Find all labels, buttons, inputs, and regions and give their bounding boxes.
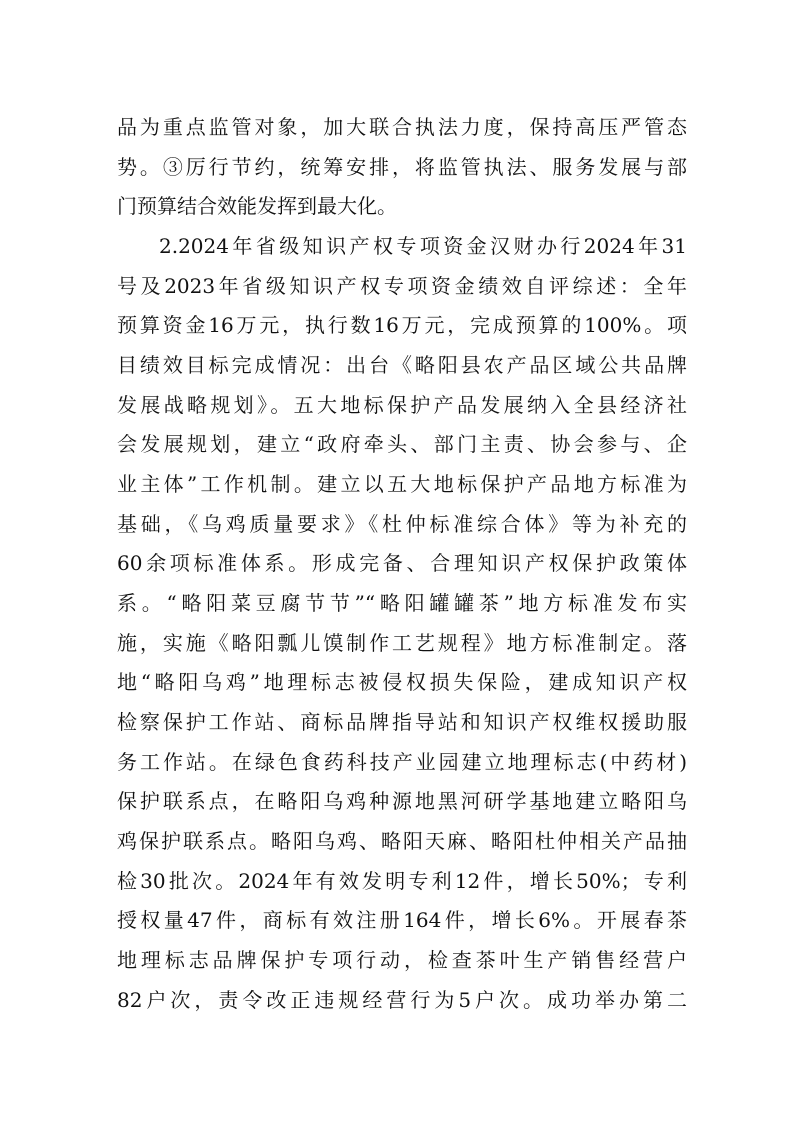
text-line-9: 会发展规划，建立“政府牵头、部门主责、协会参与、企 bbox=[117, 432, 687, 456]
text-line-2: 势。③厉行节约，统筹安排，将监管执法、服务发展与部 bbox=[117, 155, 687, 179]
paragraph-2-line-1: 2.2024年省级知识产权专项资金汉财办行2024年31 bbox=[159, 234, 687, 258]
text-line-11: 基础，《乌鸡质量要求》《杜仲标准综合体》等为补充的 bbox=[117, 512, 687, 536]
text-line-21: 授权量47件，商标有效注册164件，增长6%。开展春茶 bbox=[117, 908, 687, 932]
text-line-20: 检30批次。2024年有效发明专利12件，增长50%；专利 bbox=[117, 869, 687, 893]
text-line-10: 业主体”工作机制。建立以五大地标保护产品地方标准为 bbox=[117, 472, 687, 496]
text-line-14: 施，实施《略阳瓢儿馍制作工艺规程》地方标准制定。落 bbox=[117, 631, 687, 655]
text-line-15: 地“略阳乌鸡”地理标志被侵权损失保险，建成知识产权 bbox=[117, 670, 687, 694]
text-line-6: 预算资金16万元，执行数16万元，完成预算的100%。项 bbox=[117, 313, 687, 337]
text-line-16: 检察保护工作站、商标品牌指导站和知识产权维权援助服 bbox=[117, 710, 687, 734]
text-line-19: 鸡保护联系点。略阳乌鸡、略阳天麻、略阳杜仲相关产品抽 bbox=[117, 829, 687, 853]
text-line-18: 保护联系点，在略阳乌鸡种源地黑河研学基地建立略阳乌 bbox=[117, 789, 687, 813]
text-line-8: 发展战略规划》。五大地标保护产品发展纳入全县经济社 bbox=[117, 393, 687, 417]
text-line-7: 目绩效目标完成情况：出台《略阳县农产品区域公共品牌 bbox=[117, 353, 687, 377]
text-line-12: 60余项标准体系。形成完备、合理知识产权保护政策体 bbox=[117, 551, 687, 575]
text-line-13: 系。“略阳菜豆腐节节”“略阳罐罐茶”地方标准发布实 bbox=[117, 591, 687, 615]
text-line-5: 号及2023年省级知识产权专项资金绩效自评综述：全年 bbox=[117, 274, 687, 298]
text-line-22: 地理标志品牌保护专项行动，检查茶叶生产销售经营户 bbox=[117, 948, 687, 972]
text-line-23: 82户次，责令改正违规经营行为5户次。成功举办第二 bbox=[117, 988, 687, 1012]
text-line-17: 务工作站。在绿色食药科技产业园建立地理标志(中药材) bbox=[117, 750, 687, 774]
text-line-1: 品为重点监管对象，加大联合执法力度，保持高压严管态 bbox=[117, 115, 687, 139]
text-line-3: 门预算结合效能发挥到最大化。 bbox=[117, 194, 397, 218]
